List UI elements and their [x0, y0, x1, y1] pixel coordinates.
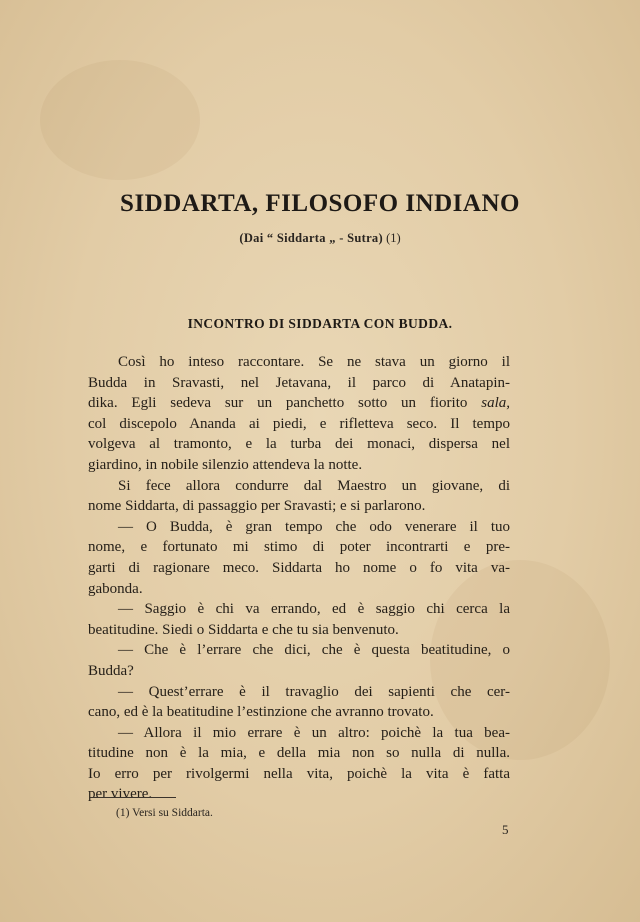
chapter-subtitle [0, 231, 640, 246]
text-line: — Quest’errare è il travaglio dei sapienti che cer- [118, 683, 510, 700]
text-line: per vivere. [88, 786, 153, 803]
paper-stain [40, 60, 200, 180]
text-line: beatitudine. Siedi o Siddarta e che tu sia benvenuto. [88, 621, 399, 638]
text-line: nome, e fortunato mi stimo di poter incontrarti e pre- [88, 539, 510, 556]
text-line: garti di ragionare meco. Siddarta ho nome o fo vita va- [88, 559, 510, 576]
text-line: titudine non è la mia, e della mia non so nulla di nulla. [88, 745, 510, 762]
text-line: cano, ed è la beatitudine l’estinzione che avranno trovato. [88, 704, 434, 721]
text-line: Così ho inteso raccontare. Se ne stava un giorno il [118, 354, 510, 370]
text-line: Io erro per rivolgermi nella vita, poichè la vita è fatta [88, 765, 510, 782]
text-line: gabonda. [88, 580, 143, 597]
section-heading: INCONTRO DI SIDDARTA CON BUDDA. [187, 316, 453, 331]
text-line: col discepolo Ananda ai piedi, e rifletteva seco. Il tempo [88, 415, 510, 432]
italic-word: sala, [481, 395, 510, 412]
footnote-reference: (1) [386, 231, 401, 245]
chapter-title: SIDDARTA, FILOSOFO INDIANO [120, 190, 520, 217]
text-line: — Allora il mio errare è un altro: poichè la tua bea- [118, 724, 510, 741]
text-line: — Che è l’errare che dici, che è questa beatitudine, o [118, 642, 510, 659]
text-line: Budda in Sravasti, nel Jetavana, il parco di Anatapin- [88, 374, 510, 391]
page-number: 5 [502, 822, 509, 837]
text-line: nome Siddarta, di passaggio per Sravasti; e si parlarono. [88, 498, 426, 515]
text-line: Budda? [88, 662, 134, 679]
text-line: — Saggio è chi va errando, ed è saggio chi cerca la [118, 601, 510, 618]
body-text [88, 352, 510, 805]
text-line: volgeva al tramonto, e la turba dei monaci, dispersa nel [88, 436, 510, 453]
subtitle-source: (Dai “ Siddarta „ - Sutra) [239, 231, 383, 245]
text-line: giardino, in nobile silenzio attendeva la notte. [88, 456, 363, 473]
text-line-part: dika. Egli sedeva sur un panchetto sotto un fiorito [88, 395, 482, 412]
text-line: — O Budda, è gran tempo che odo venerare il tuo [118, 518, 510, 535]
footnote-divider [90, 797, 176, 798]
footnote: (1) Versi su Siddarta. [116, 807, 213, 819]
text-line [88, 393, 510, 414]
text-line: Si fece allora condurre dal Maestro un giovane, di [118, 477, 510, 494]
